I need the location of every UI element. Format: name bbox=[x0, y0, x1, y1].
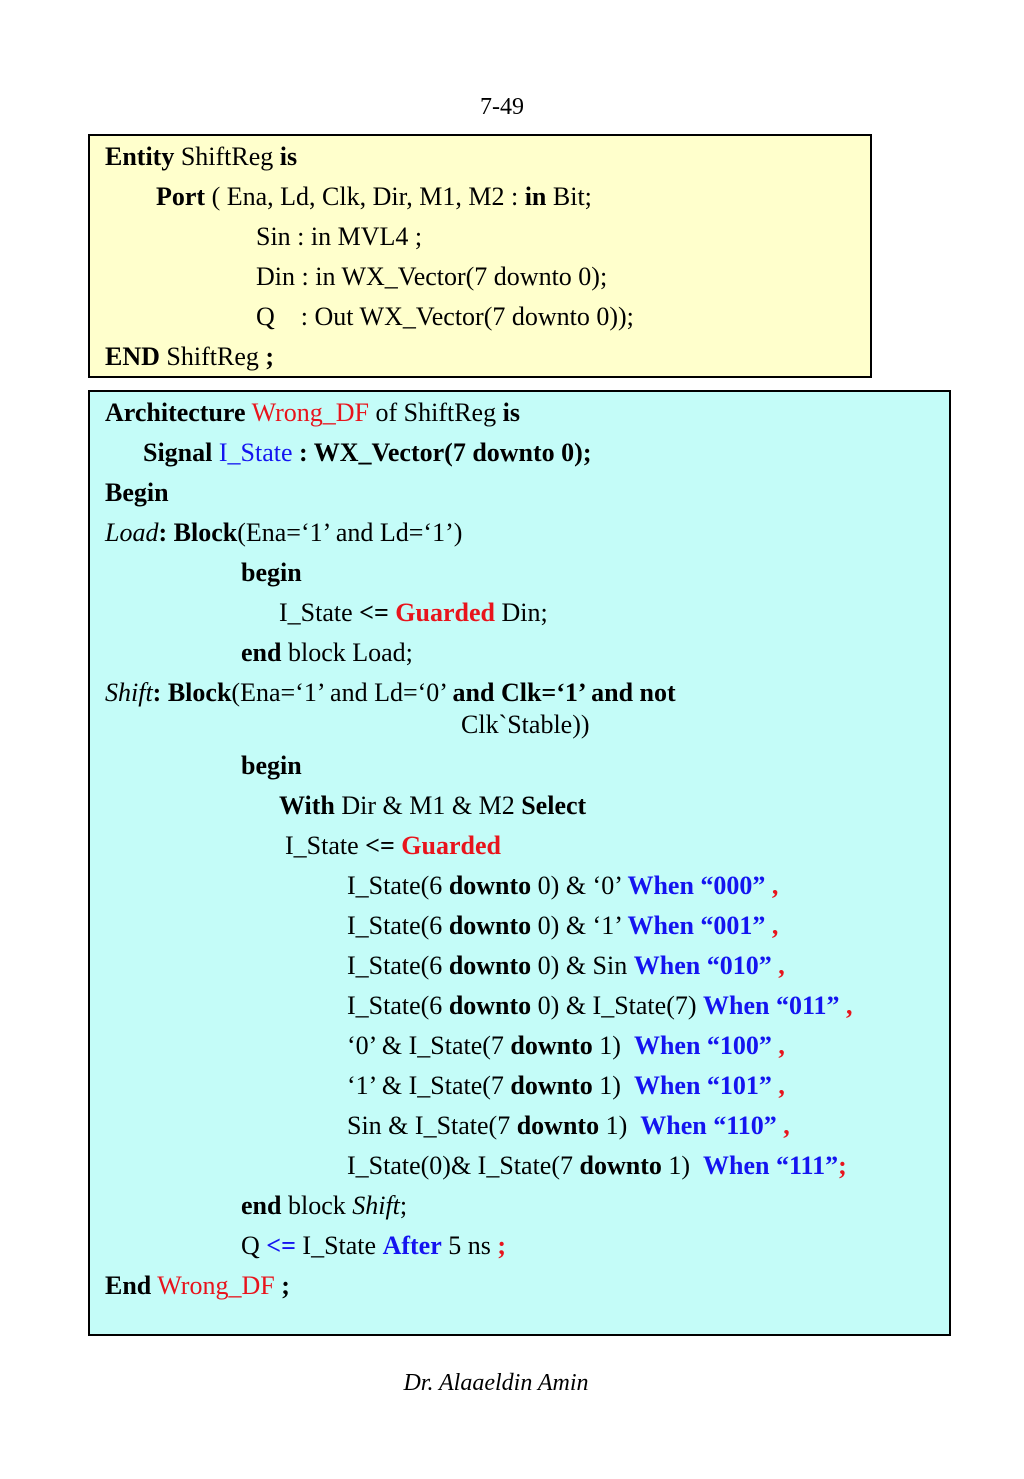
code-token: , bbox=[783, 1111, 790, 1140]
code-token: 0) & ‘1’ bbox=[531, 911, 628, 940]
code-token: <= bbox=[359, 598, 389, 627]
code-token: After bbox=[382, 1231, 442, 1260]
code-token: downto bbox=[516, 1111, 600, 1140]
code-token: downto bbox=[448, 911, 532, 940]
code-token: When “101” bbox=[633, 1071, 772, 1100]
code-token: downto bbox=[448, 951, 532, 980]
code-line bbox=[105, 342, 274, 372]
code-line bbox=[347, 1071, 785, 1101]
code-token: , bbox=[846, 991, 853, 1020]
code-token: is bbox=[279, 142, 298, 171]
code-token: Select bbox=[521, 791, 587, 820]
code-token: in bbox=[524, 182, 547, 211]
code-line bbox=[105, 518, 462, 548]
code-token: When “010” bbox=[633, 951, 772, 980]
code-token: , bbox=[778, 1031, 785, 1060]
code-line bbox=[347, 1111, 790, 1141]
code-token: (Ena=‘1’ and Ld=‘1’) bbox=[237, 518, 463, 547]
code-token: ( Ena, Ld, Clk, Dir, M1, M2 : bbox=[205, 182, 525, 211]
code-line bbox=[285, 831, 501, 861]
code-line bbox=[105, 142, 297, 172]
code-line bbox=[241, 638, 413, 668]
code-token: Port bbox=[156, 182, 206, 211]
code-token: I_State bbox=[279, 598, 360, 627]
code-token: With bbox=[279, 791, 335, 820]
code-token: downto bbox=[510, 1031, 593, 1060]
page-number: 7-49 bbox=[480, 94, 524, 120]
entity-code-box bbox=[88, 134, 872, 378]
code-token: Sin & I_State(7 bbox=[347, 1111, 517, 1140]
code-token: block Load; bbox=[281, 638, 413, 667]
code-token: begin bbox=[241, 558, 302, 587]
code-token: Block bbox=[173, 518, 238, 547]
code-token: ‘0’ & I_State(7 bbox=[347, 1031, 511, 1060]
code-token: Signal bbox=[143, 438, 213, 467]
code-token: Q bbox=[241, 1231, 267, 1260]
code-token: ; bbox=[838, 1151, 847, 1180]
code-token: Din; bbox=[494, 598, 548, 627]
code-token: Shift bbox=[105, 678, 153, 707]
code-token: When “011” bbox=[703, 991, 840, 1020]
code-token: Load bbox=[105, 518, 159, 547]
code-token: END bbox=[105, 342, 160, 371]
code-token: Begin bbox=[105, 478, 169, 507]
code-line bbox=[143, 438, 592, 468]
code-token: 1) bbox=[661, 1151, 704, 1180]
code-line bbox=[347, 1151, 847, 1181]
architecture-code-box bbox=[88, 390, 951, 1336]
code-token: , bbox=[771, 911, 779, 940]
code-token: Sin : in MVL4 ; bbox=[256, 222, 423, 251]
code-line bbox=[241, 1191, 407, 1221]
code-line bbox=[347, 951, 785, 981]
code-token: When “100” bbox=[633, 1031, 772, 1060]
code-line bbox=[256, 302, 634, 332]
code-line bbox=[105, 398, 520, 428]
code-token: : WX_Vector(7 downto 0); bbox=[292, 438, 592, 467]
code-token: ShiftReg bbox=[174, 142, 280, 171]
code-line bbox=[256, 262, 607, 292]
code-token: , bbox=[778, 1071, 785, 1100]
code-token: ; bbox=[281, 1271, 290, 1300]
code-line bbox=[279, 791, 586, 821]
code-token: <= bbox=[266, 1231, 296, 1260]
code-line bbox=[105, 1271, 290, 1301]
code-line bbox=[347, 911, 778, 941]
code-token: 0) & I_State(7) bbox=[531, 991, 704, 1020]
code-token: I_State bbox=[285, 831, 366, 860]
code-token: 1) bbox=[592, 1071, 634, 1100]
code-token: Shift bbox=[352, 1191, 400, 1220]
code-token: : bbox=[152, 678, 168, 707]
code-token: Guarded bbox=[395, 598, 495, 627]
code-line bbox=[256, 222, 422, 252]
code-token: <= bbox=[365, 831, 395, 860]
code-token: ; bbox=[265, 342, 275, 371]
code-token: 0) & ‘0’ bbox=[531, 871, 628, 900]
code-token: Entity bbox=[105, 142, 175, 171]
code-token: When “110” bbox=[640, 1111, 777, 1140]
code-token: of ShiftReg bbox=[368, 398, 503, 427]
code-token: ShiftReg bbox=[159, 342, 266, 371]
code-line bbox=[279, 598, 548, 628]
code-line bbox=[347, 871, 778, 901]
code-token: downto bbox=[510, 1071, 593, 1100]
code-line bbox=[461, 710, 590, 740]
code-token: : bbox=[158, 518, 174, 547]
code-token: Wrong_DF bbox=[251, 398, 369, 427]
code-line bbox=[241, 558, 302, 588]
code-token: downto bbox=[448, 871, 532, 900]
code-token: Architecture bbox=[105, 398, 246, 427]
code-token: When “001” bbox=[627, 911, 766, 940]
code-token: I_State bbox=[218, 438, 293, 467]
code-token: ; bbox=[399, 1191, 408, 1220]
code-token: I_State(6 bbox=[347, 871, 449, 900]
code-token: I_State(6 bbox=[347, 951, 449, 980]
code-line bbox=[105, 678, 676, 708]
code-token: I_State(0)& I_State(7 bbox=[347, 1151, 580, 1180]
code-line bbox=[156, 182, 592, 212]
code-token: and Clk=‘1’ and not bbox=[452, 678, 676, 707]
code-token: , bbox=[778, 951, 785, 980]
code-token: 5 ns bbox=[441, 1231, 498, 1260]
code-line bbox=[347, 1031, 785, 1061]
code-token: end bbox=[241, 638, 282, 667]
code-token: , bbox=[771, 871, 779, 900]
code-token: Clk`Stable)) bbox=[461, 710, 590, 739]
code-token: end bbox=[241, 1191, 282, 1220]
code-token: Block bbox=[167, 678, 232, 707]
code-token: (Ena=‘1’ and Ld=‘0’ bbox=[231, 678, 453, 707]
code-token: ; bbox=[497, 1231, 507, 1260]
code-token: Q : Out WX_Vector(7 downto 0)); bbox=[256, 302, 634, 331]
code-token: Din : in WX_Vector(7 downto 0); bbox=[256, 262, 608, 291]
code-token: I_State(6 bbox=[347, 911, 449, 940]
code-token: downto bbox=[579, 1151, 662, 1180]
code-line bbox=[105, 478, 169, 508]
code-token: downto bbox=[448, 991, 532, 1020]
code-token: Wrong_DF bbox=[157, 1271, 275, 1300]
code-token: 1) bbox=[599, 1111, 641, 1140]
code-token: block bbox=[281, 1191, 353, 1220]
code-line bbox=[241, 751, 302, 781]
code-token: Bit; bbox=[546, 182, 592, 211]
code-token: is bbox=[502, 398, 520, 427]
code-token: End bbox=[105, 1271, 152, 1300]
code-line bbox=[347, 991, 853, 1021]
code-token: I_State bbox=[295, 1231, 383, 1260]
code-token: I_State(6 bbox=[347, 991, 449, 1020]
code-token: Guarded bbox=[401, 831, 501, 860]
code-token: When “000” bbox=[627, 871, 766, 900]
code-token: ‘1’ & I_State(7 bbox=[347, 1071, 511, 1100]
code-token: 0) & Sin bbox=[531, 951, 634, 980]
code-token: begin bbox=[241, 751, 302, 780]
code-token: 1) bbox=[592, 1031, 634, 1060]
code-token: When “111” bbox=[703, 1151, 839, 1180]
author-footer: Dr. Alaaeldin Amin bbox=[403, 1370, 589, 1396]
code-line bbox=[241, 1231, 506, 1261]
code-token: Dir & M1 & M2 bbox=[334, 791, 522, 820]
